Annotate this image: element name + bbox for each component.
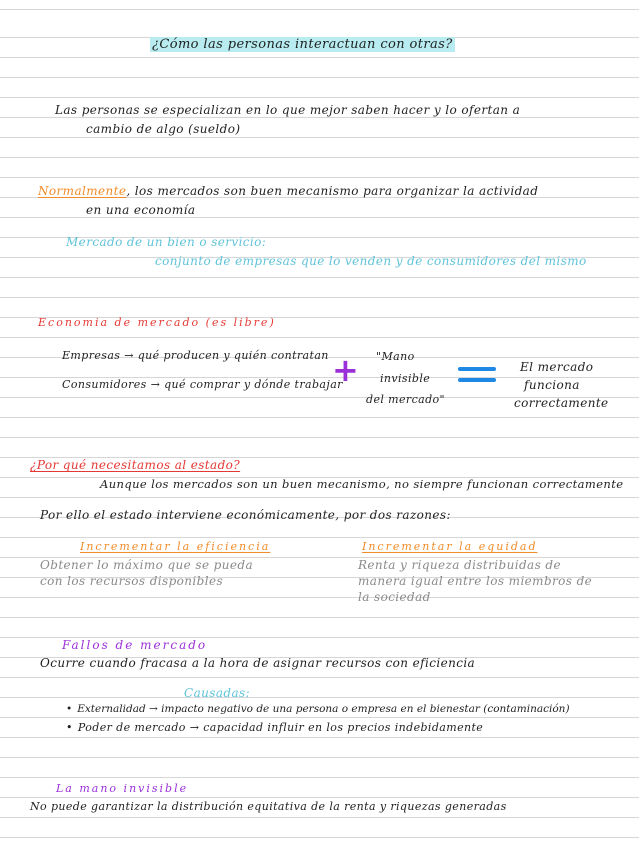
title-highlight: ¿Cómo las personas interactuan con otras? (152, 37, 453, 52)
normal-rest: , los mercados son buen mecanismo para organizar la actividad (126, 184, 539, 198)
equidad-line-3: la sociedad (358, 590, 431, 604)
fallos-heading: Fallos de mercado (62, 638, 208, 652)
mano-line-2: invisible (380, 372, 431, 385)
eficiencia-line-2: con los recursos disponibles (40, 574, 224, 588)
estado-heading: ¿Por qué necesitamos al estado? (30, 458, 241, 472)
equidad-title: Incrementar la equidad (362, 540, 538, 553)
equals-bar-top (458, 367, 496, 371)
normal-lead: Normalmente (38, 184, 127, 198)
eficiencia-line-1: Obtener lo máximo que se pueda (40, 558, 254, 572)
causa-poder-mercado: • Poder de mercado → capacidad influir en los precios indebidamente (66, 721, 483, 735)
fallos-line-1: Ocurre cuando fracasa a la hora de asignar recursos con eficiencia (40, 656, 476, 670)
intro-line-2: cambio de algo (sueldo) (86, 122, 241, 136)
causas-label: Causadas: (184, 686, 251, 700)
empresas-line: Empresas → qué producen y quién contratan (62, 349, 329, 362)
mano-invisible-heading: La mano invisible (56, 782, 189, 795)
equidad-line-1: Renta y riqueza distribuidas de (358, 558, 561, 572)
plus-sign: + (332, 351, 359, 389)
normal-line-2: en una economía (86, 203, 196, 217)
equals-sign (458, 367, 496, 383)
equidad-line-2: manera igual entre los miembros de (358, 574, 593, 588)
normal-line-1 (38, 184, 538, 198)
mano-invisible-line: No puede garantizar la distribución equitativa de la renta y riquezas generadas (30, 800, 507, 813)
causa-externalidad: • Externalidad → impacto negativo de una persona o empresa en el bienestar (contaminación) (66, 702, 570, 716)
intro-line-1: Las personas se especializan en lo que mejor saben hacer y lo ofertan a (55, 103, 521, 117)
consumidores-line: Consumidores → qué comprar y dónde trabajar (62, 378, 343, 391)
mano-line-1: "Mano (376, 350, 415, 363)
mercado-term: Mercado de un bien o servicio: (66, 235, 267, 249)
page-title (150, 38, 455, 52)
mercado-definition: conjunto de empresas que lo venden y de consumidores del mismo (155, 254, 587, 268)
economia-heading: Economia de mercado (es libre) (38, 316, 276, 329)
mano-line-3: del mercado" (366, 393, 446, 406)
estado-line-1: Aunque los mercados son un buen mecanismo, no siempre funcionan correctamente (100, 477, 624, 491)
result-line-1: El mercado (520, 360, 594, 374)
result-line-2: funciona (524, 378, 580, 392)
eficiencia-title: Incrementar la eficiencia (80, 540, 271, 553)
equals-bar-bottom (458, 378, 496, 382)
result-line-3: correctamente (514, 396, 609, 410)
estado-line-2: Por ello el estado interviene económicamente, por dos razones: (40, 508, 451, 522)
